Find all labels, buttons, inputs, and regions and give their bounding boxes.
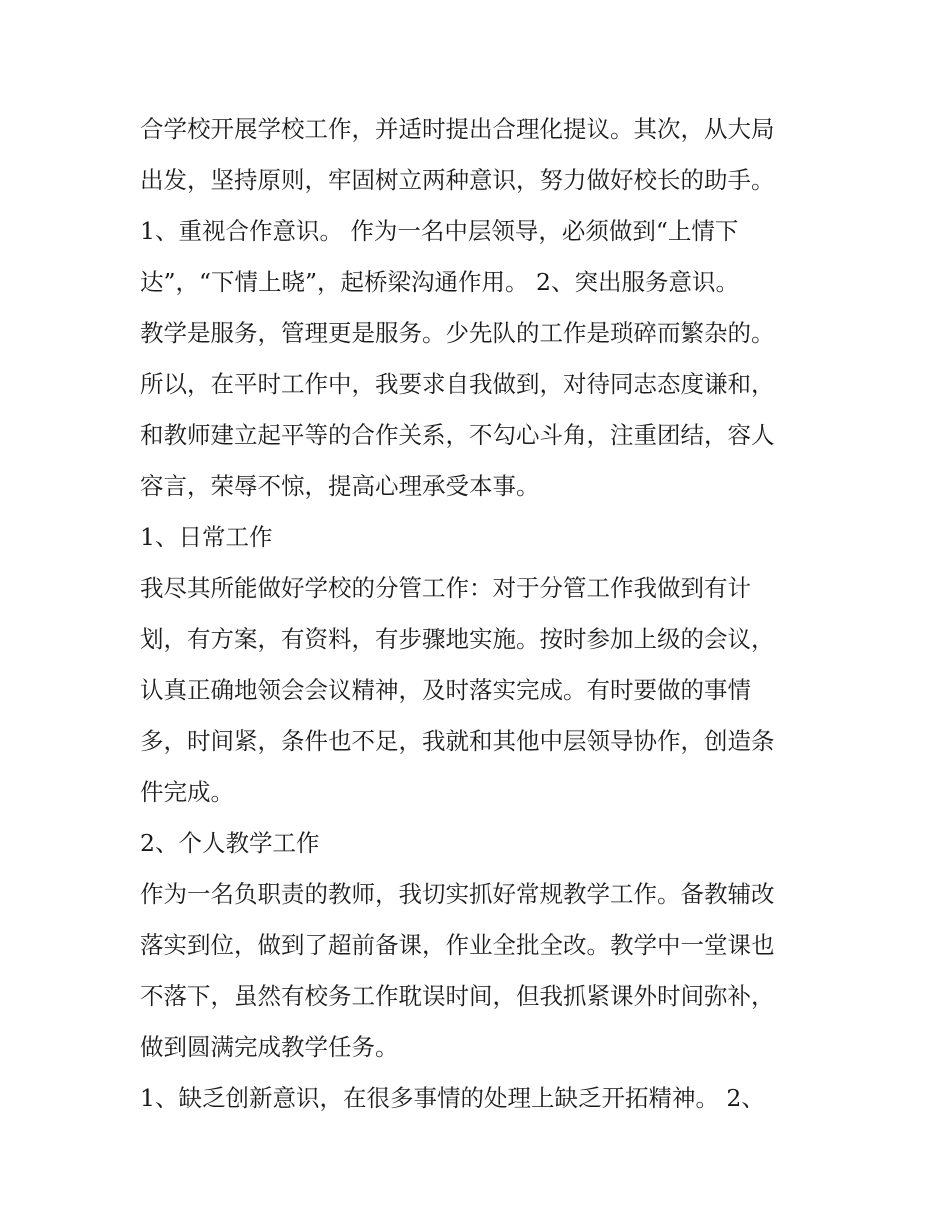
text-line: 不落下，虽然有校务工作耽误时间，但我抓紧课外时间弥补，	[140, 982, 775, 1010]
text-line: 划，有方案，有资料，有步骤地实施。按时参加上级的会议，	[140, 625, 775, 653]
text-line: 1、缺乏创新意识，在很多事情的处理上缺乏开拓精神。 2、	[140, 1084, 765, 1112]
section-heading: 2、个人教学工作	[140, 829, 320, 857]
text-line: 所以，在平时工作中，我要求自我做到，对待同志态度谦和，	[140, 370, 775, 398]
text-line: 认真正确地领会会议精神，及时落实完成。有时要做的事情	[140, 676, 751, 704]
text-line: 教学是服务，管理更是服务。少先队的工作是琐碎而繁杂的。	[140, 319, 775, 347]
text-line: 多，时间紧，条件也不足，我就和其他中层领导协作，创造条	[140, 727, 775, 755]
text-line: 件完成。	[140, 778, 234, 806]
section-heading: 1、日常工作	[140, 523, 273, 551]
text-line: 作为一名负职责的教师，我切实抓好常规教学工作。备教辅改	[140, 880, 775, 908]
text-line: 落实到位，做到了超前备课，作业全批全改。教学中一堂课也	[140, 931, 775, 959]
text-line: 容言，荣辱不惊，提高心理承受本事。	[140, 472, 540, 500]
text-line: 做到圆满完成教学任务。	[140, 1033, 399, 1061]
text-line: 1、重视合作意识。 作为一名中层领导，必须做到“上情下	[140, 217, 739, 245]
text-line: 我尽其所能做好学校的分管工作：对于分管工作我做到有计	[140, 574, 751, 602]
text-line: 合学校开展学校工作，并适时提出合理化提议。其次，从大局	[140, 115, 775, 143]
text-line: 达”，“下情上晓”，起桥梁沟通作用。 2、突出服务意识。	[140, 268, 739, 296]
text-line: 出发，坚持原则，牢固树立两种意识，努力做好校长的助手。	[140, 166, 775, 194]
text-line: 和教师建立起平等的合作关系，不勾心斗角，注重团结，容人	[140, 421, 775, 449]
document-body	[140, 104, 820, 1124]
